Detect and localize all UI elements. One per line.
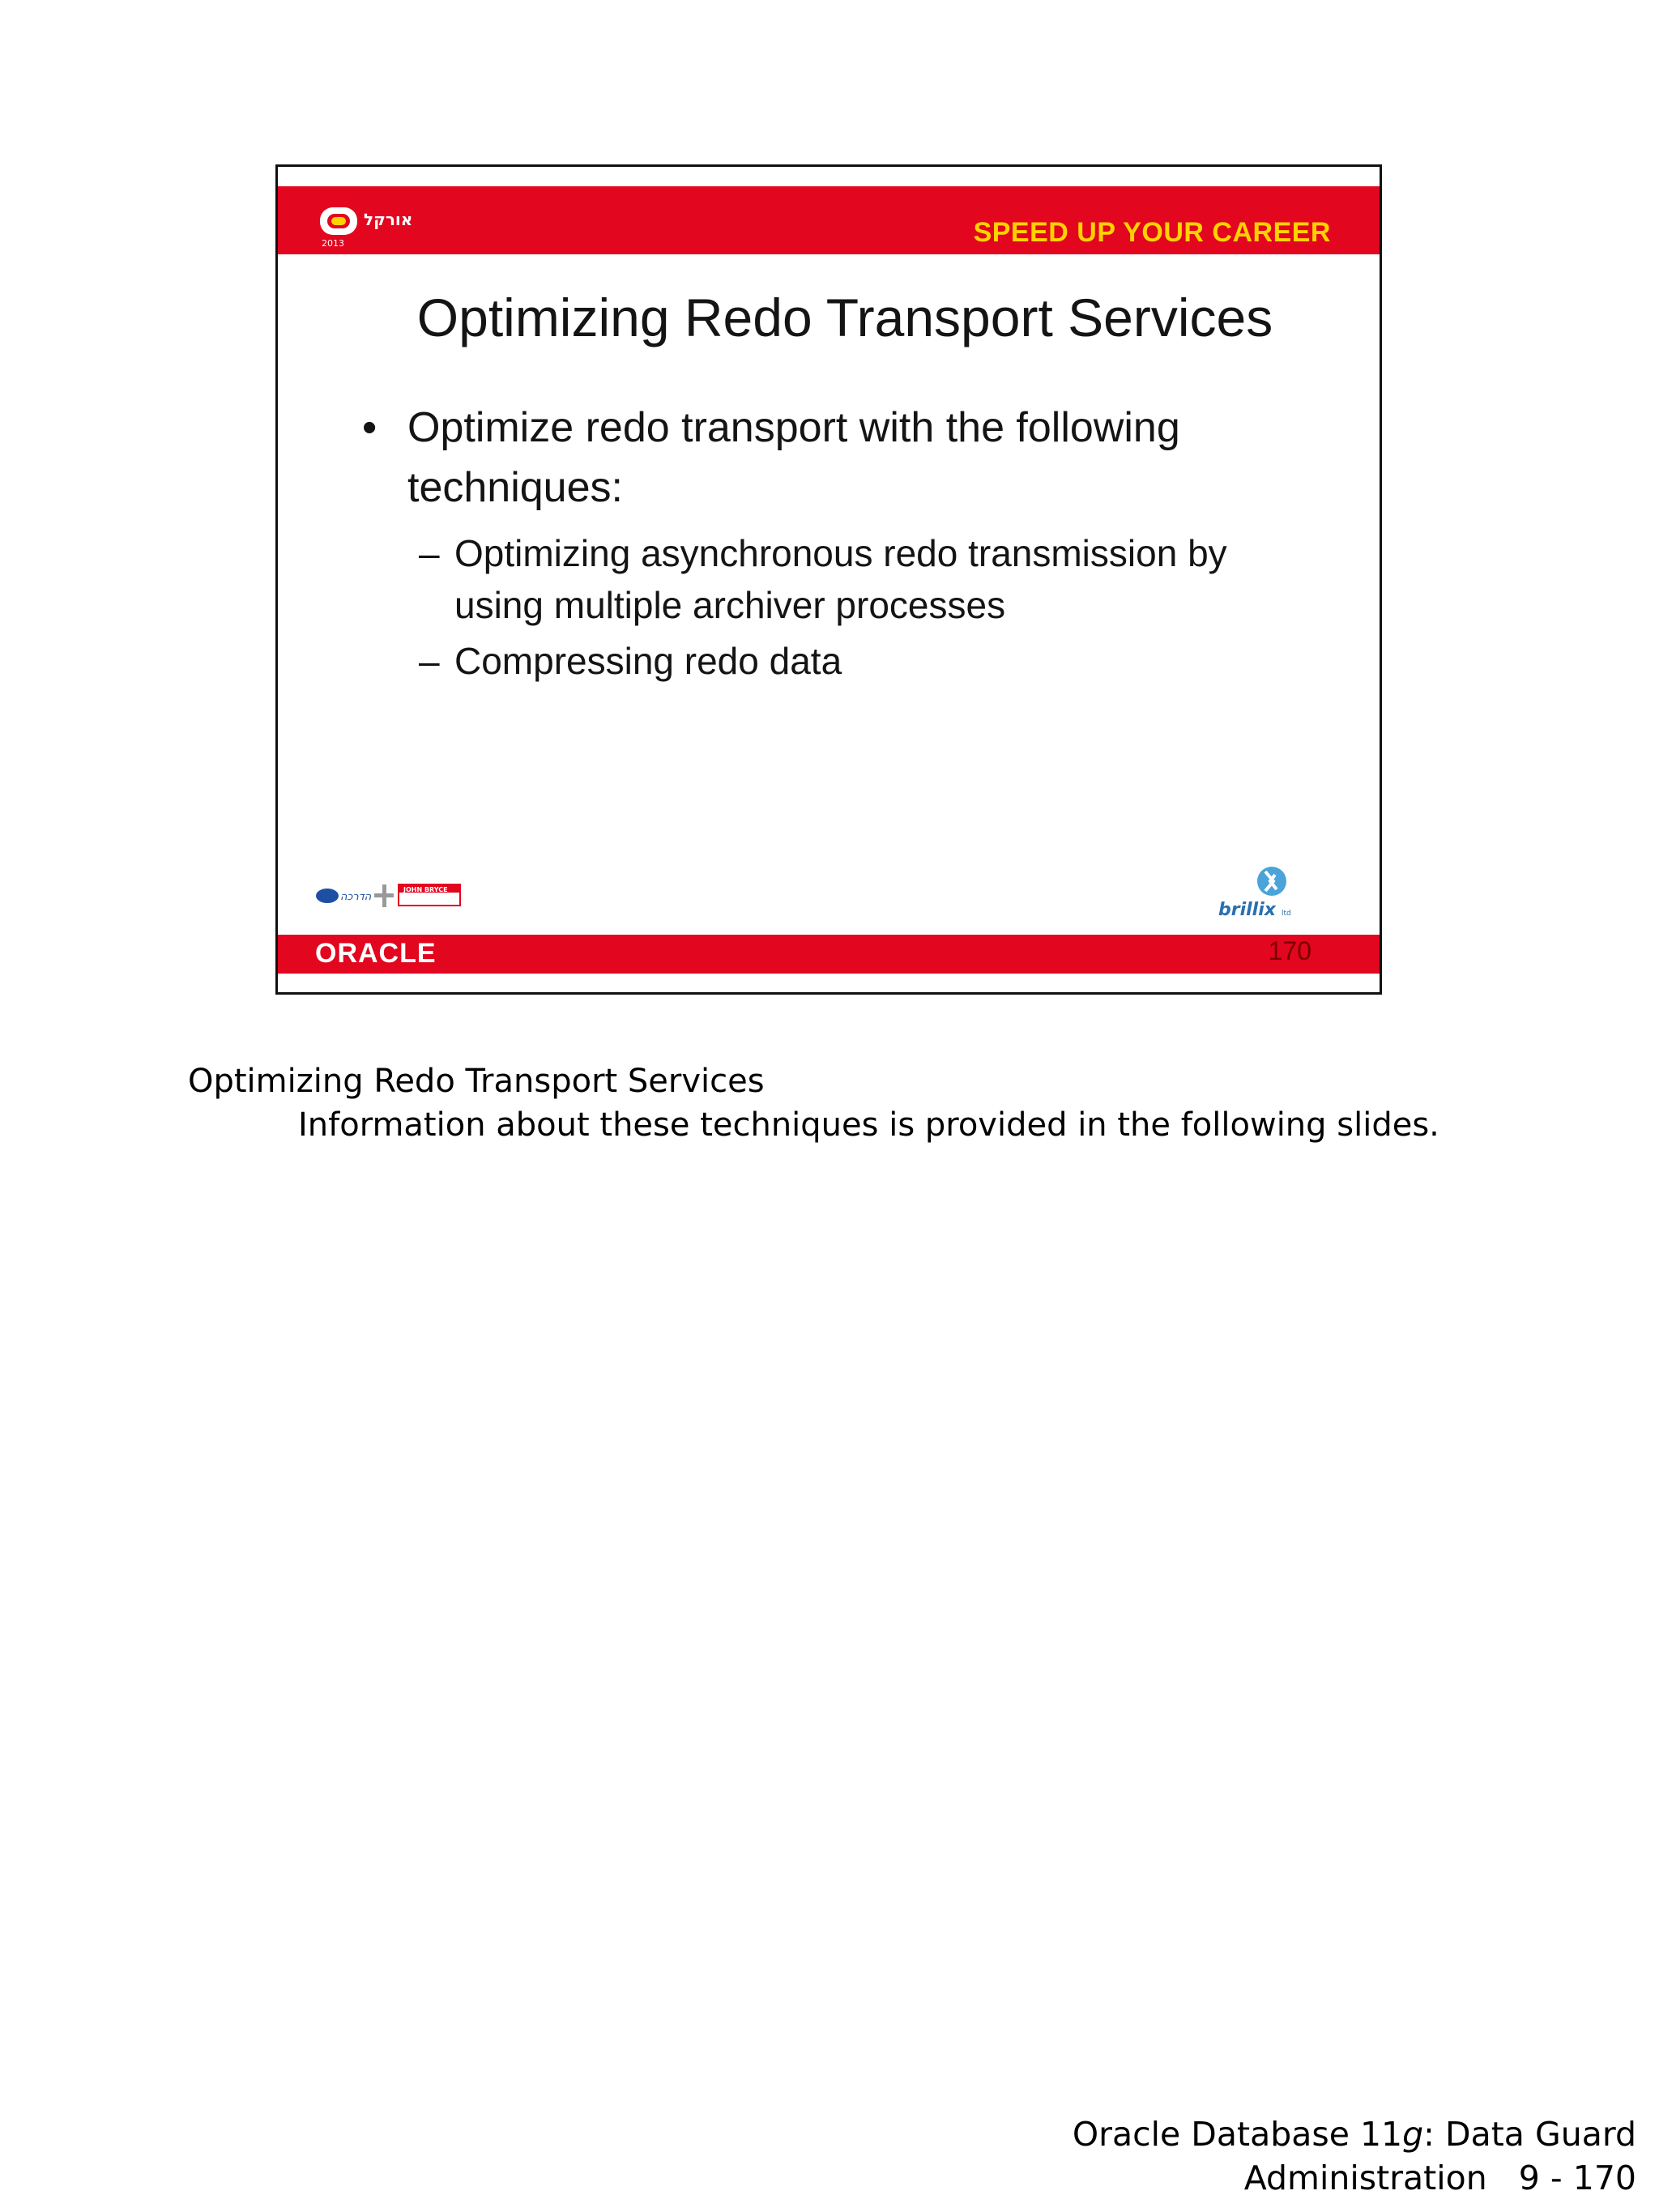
- sub-bullet: [419, 635, 1313, 687]
- slide-bullet: [362, 398, 1299, 518]
- slide-header-bar: [278, 186, 1380, 254]
- slide-title: Optimizing Redo Transport Services: [416, 288, 1273, 347]
- dash-marker: –: [419, 640, 440, 682]
- bullet-text: Optimize redo transport with the following techniques:: [407, 404, 1180, 511]
- footer-page-number: Administration 9 - 170: [1243, 2159, 1636, 2197]
- footer-course-title: [1073, 2112, 1636, 2156]
- sub-bullet-text: Compressing redo data: [454, 640, 842, 682]
- slide-number: 170: [1268, 936, 1311, 965]
- footer-title-suffix: : Data Guard: [1423, 2115, 1636, 2154]
- slide-tagline: SPEED UP YOUR CAREER: [973, 217, 1331, 248]
- notes-heading: Optimizing Redo Transport Services: [188, 1063, 765, 1100]
- sub-bullet: [419, 527, 1313, 631]
- page-footer: [1073, 2112, 1636, 2200]
- bullet-marker: •: [362, 404, 377, 451]
- brillix-logo-icon: [1213, 865, 1303, 931]
- footer-title-prefix: Oracle Database 11: [1072, 2115, 1403, 2154]
- svg-text:JOHN BRYCE: JOHN BRYCE: [403, 886, 448, 893]
- slide-footer-bar: [278, 935, 1380, 974]
- partner-logos-icon: [314, 881, 464, 910]
- footer-title-italic: g: [1402, 2115, 1424, 2154]
- svg-text:אורקל: אורקל: [364, 210, 413, 229]
- svg-text:brillix: brillix: [1218, 900, 1276, 920]
- oracle-week-logo-icon: [317, 201, 438, 249]
- dash-marker: –: [419, 532, 440, 574]
- oracle-logo: ORACLE: [315, 938, 437, 969]
- svg-text:הדרכה: הדרכה: [340, 891, 372, 903]
- svg-text:2013: 2013: [322, 238, 344, 249]
- sub-bullet-text: Optimizing asynchronous redo transmission by using multiple archiver processes: [454, 532, 1227, 626]
- notes-body: Information about these techniques is provided in the following slides.: [298, 1106, 1439, 1144]
- slide-image: [275, 164, 1382, 995]
- svg-text:ltd: ltd: [1282, 910, 1291, 918]
